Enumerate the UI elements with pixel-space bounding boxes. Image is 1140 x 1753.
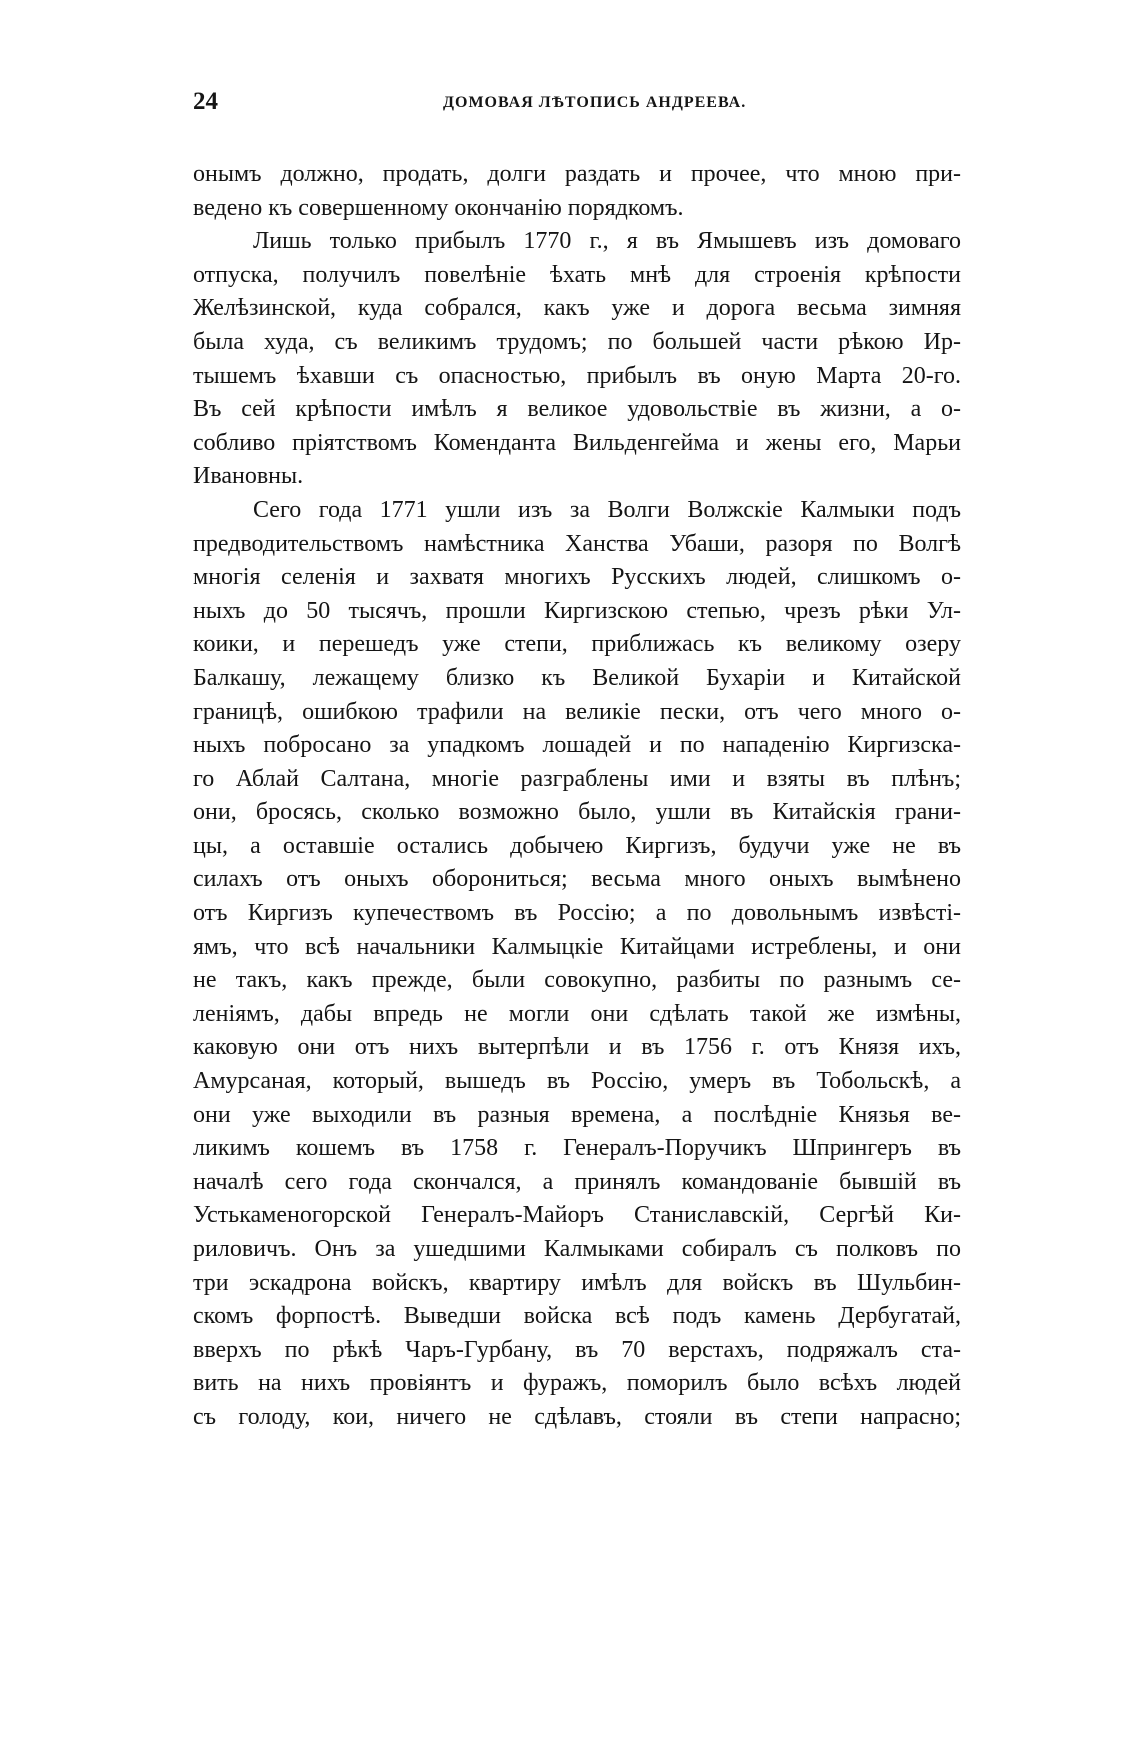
page-number: 24	[193, 88, 218, 115]
text-line: ликимъ кошемъ въ 1758 г. Генералъ-Поручикъ Шпрингеръ въ	[193, 1135, 961, 1162]
text-line: многiя селенiя и захватя многихъ Русскихъ людей, слишкомъ о-	[193, 564, 961, 591]
text-line: была худа, съ великимъ трудомъ; по большей части рѣкою Ир-	[193, 328, 961, 355]
text-line: скомъ форпостѣ. Выведши войска всѣ подъ камень Дербугатай,	[193, 1303, 961, 1330]
running-title: ДОМОВАЯ ЛѢТОПИСЬ АНДРЕЕВА.	[443, 94, 747, 111]
text-line: ленiямъ, дабы впредь не могли они сдѣлать такой же измѣны,	[193, 1000, 961, 1027]
text-line: они, бросясь, сколько возможно было, ушли въ Китайскiя грани-	[193, 799, 961, 826]
text-line: отпуска, получилъ повелѣнiе ѣхать мнѣ для строенiя крѣпости	[193, 261, 961, 288]
text-line: риловичъ. Онъ за ушедшими Калмыками собиралъ съ полковъ по	[193, 1236, 961, 1262]
paragraph	[193, 158, 961, 225]
text-line: ныхъ побросано за упадкомъ лошадей и по нападенiю Киргизска-	[193, 732, 961, 759]
text-line: ведено къ совершенному окончанiю порядкомъ.	[193, 194, 684, 221]
paragraph	[193, 494, 961, 1435]
text-line: Лишь только прибылъ 1770 г., я въ Ямышевъ изъ домоваго	[253, 228, 961, 255]
text-line: не такъ, какъ прежде, были совокупно, разбиты по разнымъ се-	[193, 967, 961, 994]
text-line: предводительствомъ намѣстника Ханства Убаши, разоря по Волгѣ	[193, 530, 961, 557]
text-line: вверхъ по рѣкѣ Чаръ-Гурбану, въ 70 верстахъ, подряжалъ ста-	[193, 1336, 961, 1363]
text-line: они уже выходили въ разныя времена, а послѣднiе Князья ве-	[193, 1101, 961, 1128]
text-line: го Аблай Салтана, многiе разграблены ими и взяты въ плѣнъ;	[193, 765, 961, 792]
text-line: Желѣзинской, куда собрался, какъ уже и дорога весьма зимняя	[193, 295, 961, 322]
text-line: коики, и перешедъ уже степи, приближась къ великому озеру	[193, 631, 961, 658]
text-line: Въ сей крѣпости имѣлъ я великое удовольствiе въ жизни, а о-	[193, 396, 961, 423]
text-line: силахъ отъ оныхъ оборониться; весьма много оныхъ вымѣнено	[193, 866, 961, 893]
text-line: съ голоду, кои, ничего не сдѣлавъ, стояли въ степи напрасно;	[193, 1403, 961, 1430]
text-line: онымъ должно, продать, долги раздать и прочее, что мною при-	[193, 161, 961, 187]
text-line: Сего года 1771 ушли изъ за Волги Волжскiе Калмыки подъ	[253, 496, 961, 523]
text-line: Амурсаная, который, вышедъ въ Россiю, умеръ въ Тобольскѣ, а	[193, 1068, 961, 1095]
text-line: ныхъ до 50 тысячъ, прошли Киргизскою степью, чрезъ рѣки Ул-	[193, 597, 961, 624]
text-line: Балкашу, лежащему близко къ Великой Бухарiи и Китайской	[193, 664, 961, 691]
text-line: ямъ, что всѣ начальники Калмыцкiе Китайцами истреблены, и они	[193, 933, 961, 960]
text-line: три эскадрона войскъ, квартиру имѣлъ для войскъ въ Шульбин-	[193, 1269, 961, 1296]
text-line: Ивановны.	[193, 463, 304, 490]
text-line: тышемъ ѣхавши съ опасностью, прибылъ въ оную Марта 20-го.	[193, 362, 961, 389]
page-header	[193, 88, 961, 128]
text-line: собливо прiятствомъ Коменданта Вильденгейма и жены его, Марьи	[193, 429, 961, 456]
paragraph	[193, 225, 961, 494]
text-line: каковую они отъ нихъ вытерпѣли и въ 1756 г. отъ Князя ихъ,	[193, 1034, 961, 1061]
text-line: началѣ сего года скончался, а принялъ командованiе бывшiй въ	[193, 1168, 961, 1195]
text-line: отъ Киргизъ купечествомъ въ Россiю; а по довольнымъ извѣстi-	[193, 900, 961, 927]
text-line: границѣ, ошибкою трафили на великiе пески, отъ чего много о-	[193, 698, 961, 725]
text-line: вить на нихъ провiянтъ и фуражъ, поморилъ было всѣхъ людей	[193, 1370, 961, 1397]
text-line: Устькаменогорской Генералъ-Майоръ Станиславскiй, Сергѣй Ки-	[193, 1202, 961, 1229]
body-text	[193, 158, 961, 1435]
text-line: цы, а оставшiе остались добычею Киргизъ, будучи уже не въ	[193, 832, 961, 859]
